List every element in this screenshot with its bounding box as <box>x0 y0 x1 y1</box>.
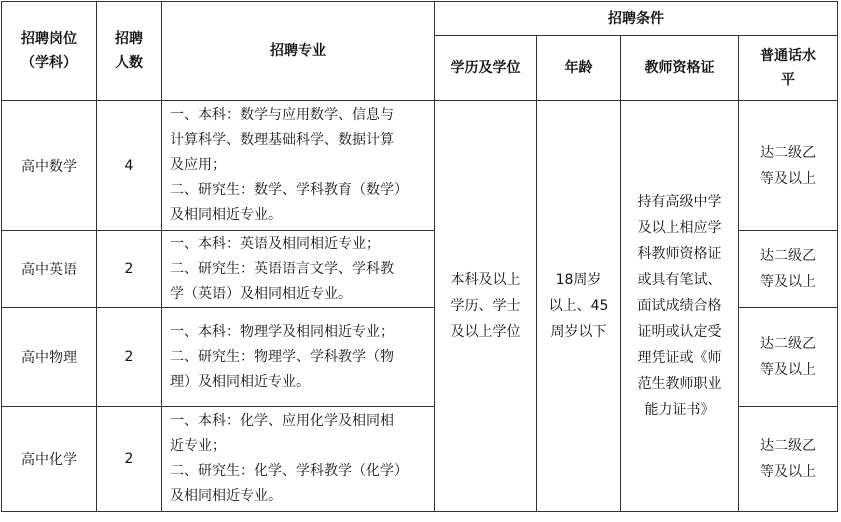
table-row <box>2 101 838 231</box>
education-line: 本科及以上 <box>450 272 521 288</box>
recruitment-table <box>1 1 838 512</box>
certificate-line: 持有高级中学 <box>637 194 722 210</box>
major-line: 计算科学、数理基础科学、数据计算 <box>170 132 394 148</box>
mandarin-cell <box>739 231 838 308</box>
header-education: 学历及学位 <box>435 36 537 101</box>
count-cell: 4 <box>97 101 162 231</box>
mandarin-line: 等及以上 <box>760 362 816 378</box>
major-line: 一、本科：化学、应用化学及相同相 <box>170 413 394 429</box>
post-cell: 高中物理 <box>2 308 97 407</box>
certificate-line: 证明或认定受 <box>637 324 722 340</box>
education-cell <box>435 101 537 512</box>
major-line: 二、研究生：英语语言文学、学科教 <box>170 260 394 277</box>
major-line: 一、本科：数学与应用数学、信息与 <box>170 107 394 123</box>
age-cell <box>537 101 621 512</box>
education-line: 学历、学士 <box>450 298 521 314</box>
certificate-line: 理凭证或《师 <box>637 350 722 366</box>
major-line: 近专业； <box>170 438 226 454</box>
mandarin-cell <box>739 407 838 512</box>
major-cell <box>162 308 435 407</box>
major-line: 及应用； <box>170 157 226 173</box>
header-count-line-1: 招聘 <box>115 31 143 47</box>
mandarin-line: 等及以上 <box>760 464 816 480</box>
major-line: 及相同相近专业。 <box>170 207 282 223</box>
mandarin-line: 等及以上 <box>760 274 816 290</box>
header-mandarin <box>739 36 838 101</box>
header-post-line-1: 招聘岗位 <box>21 31 77 47</box>
header-count <box>97 2 162 101</box>
mandarin-line: 达二级乙 <box>760 248 816 264</box>
header-post-line-2: （学科） <box>21 55 77 71</box>
certificate-cell <box>621 101 739 512</box>
major-line: 一、本科：物理学及相同相近专业； <box>170 323 394 340</box>
header-certificate: 教师资格证 <box>621 36 739 101</box>
post-cell: 高中英语 <box>2 231 97 308</box>
certificate-line: 范生教师职业 <box>637 376 722 392</box>
header-major: 招聘专业 <box>162 2 435 101</box>
major-line: 二、研究生：物理学、学科教学（物 <box>170 348 394 365</box>
major-line: 二、研究生：数学、学科教育（数学） <box>170 182 408 198</box>
major-line: 理）及相同相近专业。 <box>170 373 310 390</box>
mandarin-line: 达二级乙 <box>760 144 816 161</box>
major-line: 二、研究生：化学、学科教学（化学） <box>170 463 408 479</box>
major-line: 及相同相近专业。 <box>170 488 282 504</box>
count-cell: 2 <box>97 407 162 512</box>
major-line: 学（英语）及相同相近专业。 <box>170 285 352 302</box>
count-cell: 2 <box>97 231 162 308</box>
count-cell: 2 <box>97 308 162 407</box>
header-conditions: 招聘条件 <box>435 2 838 36</box>
age-line: 18周岁 <box>555 272 602 288</box>
post-cell: 高中化学 <box>2 407 97 512</box>
mandarin-line: 等及以上 <box>760 170 816 187</box>
major-cell <box>162 101 435 231</box>
major-line: 一、本科：英语及相同相近专业； <box>170 235 380 252</box>
certificate-line: 面试成绩合格 <box>637 298 722 314</box>
mandarin-cell <box>739 308 838 407</box>
header-mandarin-line-2: 平 <box>781 72 795 88</box>
header-age: 年龄 <box>537 36 621 101</box>
major-cell <box>162 407 435 512</box>
certificate-line: 及以上相应学 <box>637 220 722 236</box>
education-line: 及以上学位 <box>450 324 521 340</box>
certificate-line: 能力证书》 <box>644 402 715 418</box>
age-line: 以上、45 <box>548 298 609 314</box>
major-cell <box>162 231 435 308</box>
header-post <box>2 2 97 101</box>
mandarin-cell <box>739 101 838 231</box>
mandarin-line: 达二级乙 <box>760 336 816 352</box>
header-count-line-2: 人数 <box>115 55 143 71</box>
mandarin-line: 达二级乙 <box>760 438 816 454</box>
certificate-line: 科教师资格证 <box>637 246 722 262</box>
certificate-line: 或具有笔试、 <box>637 272 722 288</box>
age-line: 周岁以下 <box>550 324 607 340</box>
header-mandarin-line-1: 普通话水 <box>760 48 816 64</box>
post-cell: 高中数学 <box>2 101 97 231</box>
